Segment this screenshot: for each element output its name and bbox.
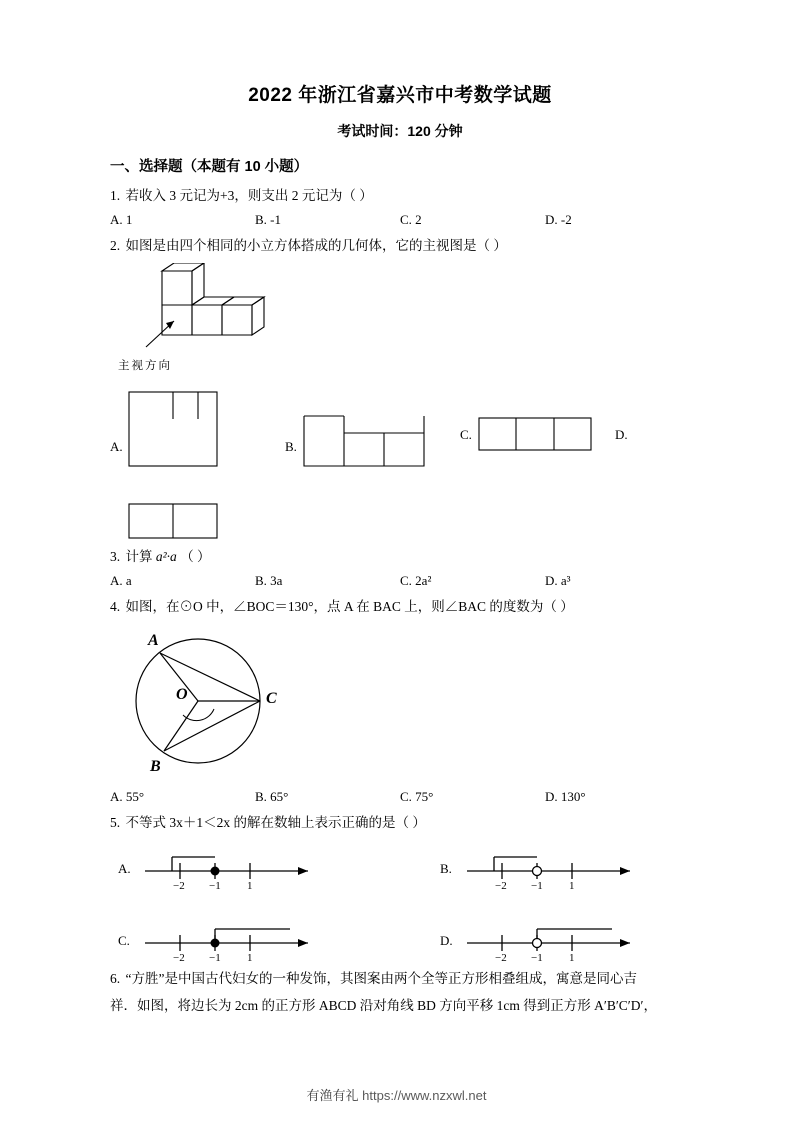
option-d-numberline[interactable] <box>462 911 642 963</box>
svg-text:O: O <box>176 686 188 703</box>
question-4-options <box>110 789 690 805</box>
option-c[interactable]: C. 2 <box>400 212 422 228</box>
option-d-figure[interactable] <box>128 503 218 539</box>
page-title: 2022 年浙江省嘉兴市中考数学试题 <box>248 85 552 106</box>
svg-text:−1: −1 <box>209 880 221 892</box>
option-b[interactable]: B. 65° <box>255 789 289 804</box>
question-5-stem <box>110 813 690 833</box>
svg-text:−2: −2 <box>495 880 507 892</box>
question-2-number: 2. <box>110 238 121 254</box>
svg-text:B: B <box>150 758 161 775</box>
option-a-label[interactable]: A. <box>118 861 131 877</box>
question-2-solid-figure <box>140 263 690 355</box>
option-c-label[interactable]: C. <box>118 933 130 949</box>
question-3-expression: a²·a <box>155 548 177 564</box>
question-2-stem <box>110 236 690 256</box>
footer <box>0 1085 793 1104</box>
svg-text:−2: −2 <box>495 952 507 964</box>
question-4-text: 如图，在⊙O 中，∠BOC＝130°，点 A 在 BAC 上，则∠BAC 的度数为（ ） <box>125 598 574 614</box>
option-b-label[interactable]: B. <box>440 861 452 877</box>
option-b-numberline[interactable] <box>462 839 642 891</box>
svg-text:A: A <box>148 632 159 649</box>
question-1-stem <box>110 186 690 206</box>
section-heading: 一、选择题（本题有 10 小题） <box>110 159 309 175</box>
option-b[interactable]: B. -1 <box>255 212 281 228</box>
question-6-number: 6. <box>110 971 121 987</box>
question-5-number: 5. <box>110 815 121 830</box>
svg-text:−1: −1 <box>209 952 221 964</box>
svg-text:1: 1 <box>247 952 253 964</box>
question-2-option-figures <box>110 383 690 503</box>
svg-text:1: 1 <box>247 880 253 892</box>
question-2-view-label: 主视方向 <box>118 359 172 372</box>
question-6-text-line1: “方胜”是中国古代妇女的一种发饰，其图案由两个全等正方形相叠组成，寓意是同心吉 <box>125 971 637 987</box>
option-a[interactable]: A. 55° <box>110 789 145 804</box>
footer-brand: 有渔有礼 <box>306 1088 359 1103</box>
option-d[interactable]: D. 130° <box>545 789 586 804</box>
option-a-label[interactable]: A. <box>110 438 123 454</box>
option-c-figure[interactable] <box>478 417 592 451</box>
svg-text:−1: −1 <box>531 952 543 964</box>
question-1-options <box>110 212 690 228</box>
svg-text:1: 1 <box>569 952 575 964</box>
option-c-label[interactable]: C. <box>460 426 472 442</box>
question-2-text: 如图是由四个相同的小立方体搭成的几何体，它的主视图是（ ） <box>125 238 507 254</box>
option-b-label[interactable]: B. <box>285 438 297 454</box>
question-3-text-suffix: （ ） <box>180 548 211 564</box>
question-2-option-d-figure-area <box>110 503 690 547</box>
option-b-figure[interactable] <box>303 415 425 467</box>
option-c[interactable]: C. 75° <box>400 789 434 804</box>
question-4-number: 4. <box>110 598 121 614</box>
option-c-numberline[interactable] <box>140 911 320 963</box>
option-d[interactable]: D. a³ <box>545 572 571 588</box>
svg-text:−2: −2 <box>173 952 185 964</box>
question-6-stem-cont <box>110 996 690 1016</box>
svg-text:−1: −1 <box>531 880 543 892</box>
question-3-text-prefix: 计算 <box>125 548 153 564</box>
question-1-text: 若收入 3 元记为+3，则支出 2 元记为（ ） <box>125 188 373 203</box>
option-a-numberline[interactable] <box>140 839 320 891</box>
option-a[interactable]: A. a <box>110 572 132 588</box>
question-4-stem <box>110 597 690 617</box>
option-d-label[interactable]: D. <box>615 426 628 442</box>
svg-text:C: C <box>266 690 277 707</box>
question-5-option-figures <box>110 839 690 969</box>
svg-text:−2: −2 <box>173 880 185 892</box>
option-d[interactable]: D. -2 <box>545 212 572 228</box>
option-a[interactable]: A. 1 <box>110 212 133 228</box>
question-4-figure <box>110 623 690 783</box>
option-d-label[interactable]: D. <box>440 933 453 949</box>
option-c[interactable]: C. 2a² <box>400 572 432 588</box>
question-6-stem <box>110 969 690 989</box>
option-a-figure[interactable] <box>128 391 218 467</box>
svg-text:1: 1 <box>569 880 575 892</box>
question-5-text: 不等式 3x＋1＜2x 的解在数轴上表示正确的是（ ） <box>125 815 426 830</box>
question-3-options <box>110 573 690 589</box>
question-3-stem <box>110 547 690 567</box>
option-b[interactable]: B. 3a <box>255 572 283 588</box>
question-6-text-line2: 祥．如图，将边长为 2cm 的正方形 ABCD 沿对角线 BD 方向平移 1cm 得到正方形 A′B′C′D′， <box>110 997 657 1013</box>
exam-duration: 考试时间：120 分钟 <box>337 123 463 139</box>
question-1-number: 1. <box>110 188 121 203</box>
footer-url[interactable]: https://www.nzxwl.net <box>362 1088 487 1103</box>
question-3-number: 3. <box>110 548 121 564</box>
document-content <box>110 80 690 1022</box>
